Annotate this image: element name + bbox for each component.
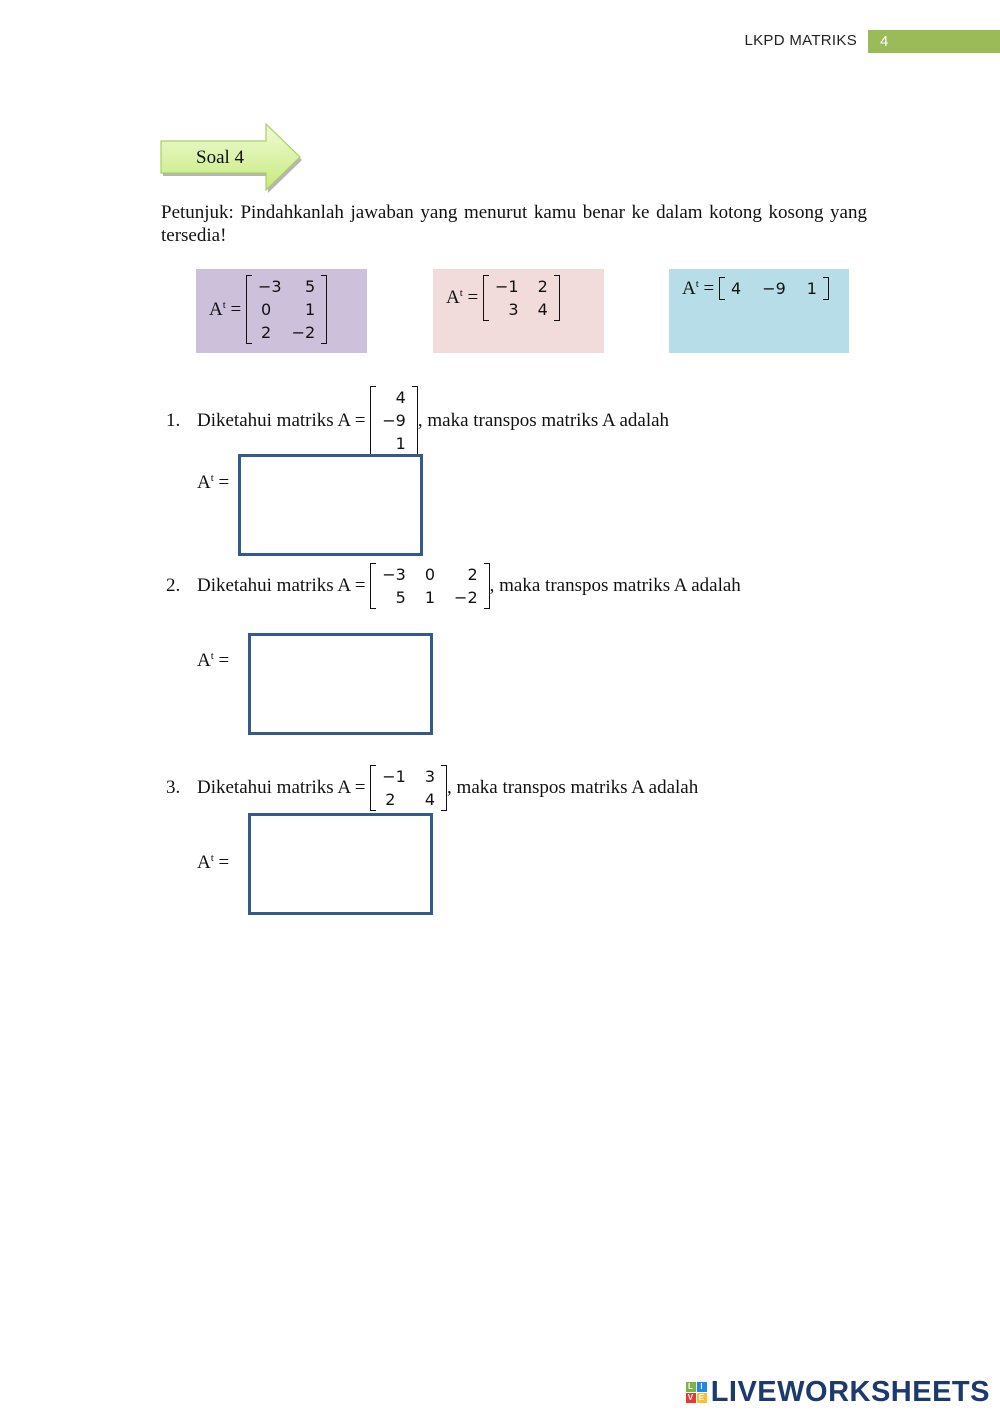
answer-drop-box-2[interactable]	[248, 633, 433, 735]
matrix-cell: 4	[537, 300, 548, 319]
matrix-cell: 0	[424, 565, 436, 584]
logo-letter: E	[697, 1393, 707, 1403]
logo-letter: V	[686, 1393, 696, 1403]
answer-label: $A^t$ =	[197, 472, 230, 493]
matrix-cell: 1	[305, 300, 316, 319]
question-matrix	[370, 765, 447, 811]
option-card-2x2[interactable]	[433, 269, 604, 353]
option-label: $A^t$ =	[682, 277, 715, 299]
soal-label: Soal 4	[196, 147, 245, 168]
matrix-cell: −2	[291, 323, 316, 342]
question-2	[166, 563, 741, 609]
matrix-cell: 3	[424, 767, 436, 786]
option-label: $A^t$ =	[446, 287, 479, 308]
matrix-cell: −1	[495, 277, 519, 296]
matrix-cell: 5	[395, 588, 406, 607]
matrix-cell: 4	[424, 790, 436, 809]
header-title: LKPD MATRIKS	[744, 32, 857, 49]
question-suffix: , maka transpos matriks A adalah	[447, 777, 699, 798]
question-matrix	[370, 386, 418, 455]
answer-label: $A^t$ =	[197, 852, 230, 873]
page-number-badge	[868, 30, 1000, 53]
watermark-text: LIVEWORKSHEETS	[710, 1376, 990, 1408]
question-3	[166, 765, 698, 811]
matrix-cell: 4	[731, 279, 742, 298]
matrix-cell: 1	[806, 279, 817, 298]
option-matrix-3x2	[246, 275, 327, 344]
question-prefix: Diketahui matriks A =	[197, 409, 366, 431]
question-suffix: , maka transpos matriks A adalah	[417, 409, 670, 431]
matrix-cell: 2	[385, 790, 396, 809]
question-prefix: Diketahui matriks A =	[197, 777, 366, 798]
matrix-cell: −3	[382, 565, 406, 584]
matrix-cell: −3	[258, 277, 282, 296]
option-matrix-1x3	[719, 277, 829, 300]
matrix-cell: 2	[261, 323, 272, 342]
option-card-1x3[interactable]	[669, 269, 849, 353]
question-1	[166, 386, 669, 455]
soal-arrow-badge	[158, 121, 303, 193]
matrix-cell: −9	[382, 411, 406, 430]
liveworksheets-watermark	[686, 1376, 990, 1409]
option-matrix-2x2	[483, 275, 560, 321]
question-number: 2.	[166, 575, 181, 596]
logo-letter: L	[686, 1382, 696, 1392]
matrix-cell: −2	[454, 588, 478, 607]
matrix-cell: −9	[762, 279, 786, 298]
instructions-text: Petunjuk: Pindahkanlah jawaban yang menurut kamu benar ke dalam kotong kosong yang tersedia!	[161, 202, 867, 246]
option-label: $A^t$ =	[209, 298, 242, 320]
question-suffix: , maka transpos matriks A adalah	[489, 575, 741, 596]
matrix-cell: 2	[467, 565, 478, 584]
matrix-cell: 3	[508, 300, 519, 319]
liveworksheets-logo-icon	[686, 1382, 707, 1403]
matrix-cell: 1	[395, 434, 406, 453]
logo-letter: I	[697, 1382, 707, 1392]
answer-drop-box-3[interactable]	[248, 813, 433, 915]
matrix-cell: 4	[395, 388, 406, 407]
matrix-cell: 1	[424, 588, 436, 607]
question-prefix: Diketahui matriks A =	[197, 575, 366, 596]
page-number: 4	[880, 33, 889, 50]
matrix-cell: 2	[537, 277, 548, 296]
question-number: 1.	[166, 409, 181, 431]
matrix-cell: −1	[382, 767, 406, 786]
matrix-cell: 0	[261, 300, 272, 319]
answer-drop-box-1[interactable]	[238, 454, 423, 556]
question-matrix	[370, 563, 489, 609]
matrix-cell: 5	[305, 277, 316, 296]
option-card-3x2[interactable]	[196, 269, 367, 353]
answer-label: $A^t$ =	[197, 650, 230, 671]
question-number: 3.	[166, 777, 181, 798]
